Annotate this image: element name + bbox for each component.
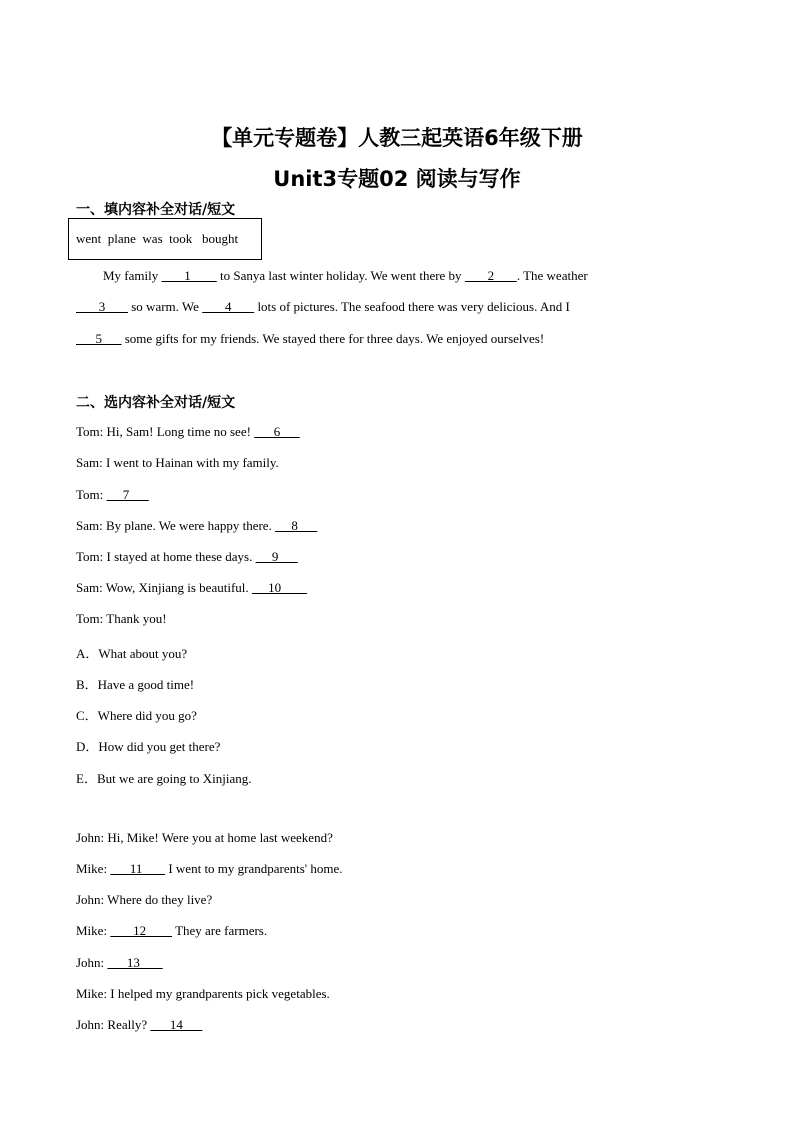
dialog1-line: Tom: Hi, Sam! Long time no see! 6 <box>76 424 300 439</box>
blank-4[interactable]: 4 <box>202 299 255 314</box>
section-heading-1: 一、填内容补全对话/短文 <box>76 202 236 218</box>
answer-option: B．Have a good time! <box>76 677 195 692</box>
blank-2[interactable]: 2 <box>464 268 517 283</box>
page-title: 【单元专题卷】人教三起英语6年级下册 <box>211 126 583 150</box>
dialog1-line: Tom: I stayed at home these days. 9 <box>76 549 298 564</box>
section-heading-2: 二、选内容补全对话/短文 <box>76 395 236 411</box>
dialog2-line: John: 13 <box>76 955 163 970</box>
answer-option: C．Where did you go? <box>76 708 197 723</box>
dialog1-line: Tom: 7 <box>76 487 149 502</box>
dialog2-line: John: Really? 14 <box>76 1017 203 1032</box>
answer-blank[interactable]: 8 <box>275 518 318 533</box>
answer-blank[interactable]: 7 <box>106 487 149 502</box>
dialog1-line: Sam: Wow, Xinjiang is beautiful. 10 <box>76 580 308 595</box>
answer-blank[interactable]: 10 <box>251 580 308 595</box>
answer-blank[interactable]: 14 <box>150 1017 203 1032</box>
word-bank-box: went plane was took bought <box>68 218 262 260</box>
passage-line-1: My family 1 to Sanya last winter holiday. We went there by 2 . The weather <box>103 268 588 283</box>
answer-option: E．But we are going to Xinjiang. <box>76 771 252 786</box>
answer-blank[interactable]: 12 <box>110 923 173 938</box>
dialog1-line: Tom: Thank you! <box>76 611 167 626</box>
blank-1[interactable]: 1 <box>161 268 217 283</box>
answer-option: D．How did you get there? <box>76 739 221 754</box>
dialog2-line: John: Where do they live? <box>76 892 213 907</box>
answer-blank[interactable]: 9 <box>255 549 298 564</box>
blank-3[interactable]: 3 <box>76 299 128 314</box>
dialog1-line: Sam: By plane. We were happy there. 8 <box>76 518 318 533</box>
answer-option: A．What about you? <box>76 646 188 661</box>
dialog2-line: Mike: I helped my grandparents pick vegetables. <box>76 986 330 1001</box>
dialog1-line: Sam: I went to Hainan with my family. <box>76 455 279 470</box>
answer-blank[interactable]: 11 <box>110 861 166 876</box>
passage-line-3: 5 some gifts for my friends. We stayed there for three days. We enjoyed ourselves! <box>76 331 545 346</box>
dialog2-line: John: Hi, Mike! Were you at home last weekend? <box>76 830 333 845</box>
answer-blank[interactable]: 6 <box>254 424 300 439</box>
page-subtitle: Unit3专题02 阅读与写作 <box>273 167 521 191</box>
answer-blank[interactable]: 13 <box>107 955 163 970</box>
dialog2-line: Mike: 11 I went to my grandparents' home. <box>76 861 343 876</box>
dialog2-line: Mike: 12 They are farmers. <box>76 923 268 938</box>
passage-line-2: 3 so warm. We 4 lots of pictures. The seafood there was very delicious. And I <box>76 299 570 314</box>
blank-5[interactable]: 5 <box>76 331 122 346</box>
